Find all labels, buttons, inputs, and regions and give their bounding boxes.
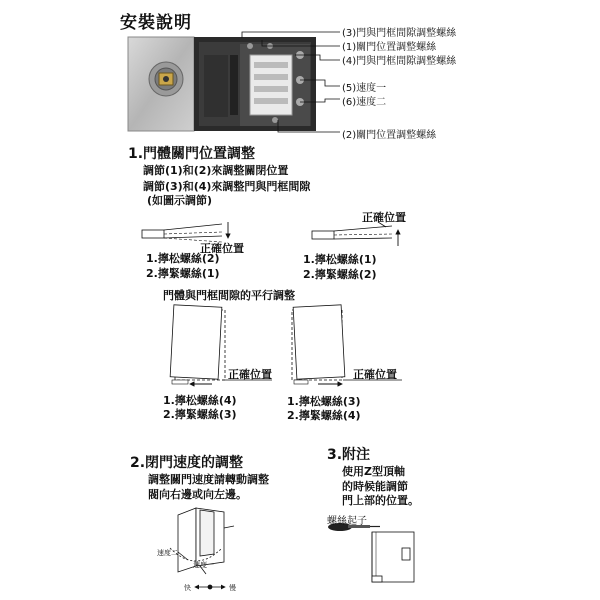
- callout-4-label: (4)門與門框間隙調整螺絲: [342, 56, 457, 67]
- section1-line-2: 調節(3)和(4)來調整門與門框間隙: [143, 180, 311, 193]
- right-step-1: 1.擰松螺絲(1): [303, 253, 377, 266]
- correct-position-label-3: 正確位置: [228, 368, 272, 381]
- right-step2-1: 1.擰松螺絲(3): [287, 395, 361, 408]
- slow-label: 慢: [229, 584, 236, 592]
- fast-label: 快: [184, 584, 191, 592]
- section2-line-1: 調整關門速度請轉動調整: [148, 473, 269, 486]
- section3-line-3: 門上部的位置。: [342, 494, 419, 507]
- product-photo: [128, 37, 316, 131]
- closing-position-right-diagram: [312, 222, 398, 246]
- section1-line-1: 調節(1)和(2)來調整關閉位置: [143, 164, 289, 177]
- correct-position-label-1: 正確位置: [200, 242, 244, 255]
- z-pivot-door-diagram: [372, 532, 414, 582]
- left-step-2: 2.擰緊螺絲(1): [146, 267, 220, 280]
- callout-3-label: (3)門與門框間隙調整螺絲: [342, 28, 457, 39]
- speed1-label: 速度一: [193, 561, 214, 569]
- callout-6-label: (6)速度二: [342, 97, 387, 108]
- section2-line-2: 閥向右邊或向左邊。: [148, 488, 247, 501]
- door-speed-diagram: [170, 508, 234, 589]
- parallel-subheading: 門體與門框間隙的平行調整: [163, 289, 295, 302]
- section1-line-3: (如圖示調節): [147, 194, 213, 207]
- section3-heading: 3.附注: [327, 447, 371, 463]
- screwdriver-label: 螺絲起子: [327, 516, 367, 527]
- section3-line-1: 使用Z型頂軸: [342, 465, 405, 478]
- callout-1-label: (1)關門位置調整螺絲: [342, 42, 437, 53]
- left-step2-1: 1.擰松螺絲(4): [163, 394, 237, 407]
- page-title: 安裝說明: [120, 13, 192, 33]
- callout-5-label: (5)速度一: [342, 83, 387, 94]
- correct-position-label-2: 正確位置: [362, 211, 406, 224]
- right-step-2: 2.擰緊螺絲(2): [303, 268, 377, 281]
- section1-heading: 1.門體關門位置調整: [128, 146, 256, 162]
- callout-2-label: (2)關門位置調整螺絲: [342, 130, 437, 141]
- left-step2-2: 2.擰緊螺絲(3): [163, 408, 237, 421]
- closing-position-left-diagram: [142, 222, 228, 242]
- left-step-1: 1.擰松螺絲(2): [146, 252, 220, 265]
- section3-line-2: 的時候能調節: [342, 480, 408, 493]
- correct-position-label-4: 正確位置: [353, 368, 397, 381]
- right-step2-2: 2.擰緊螺絲(4): [287, 409, 361, 422]
- speed2-label: 速度二: [157, 549, 178, 557]
- section2-heading: 2.閉門速度的調整: [130, 455, 244, 471]
